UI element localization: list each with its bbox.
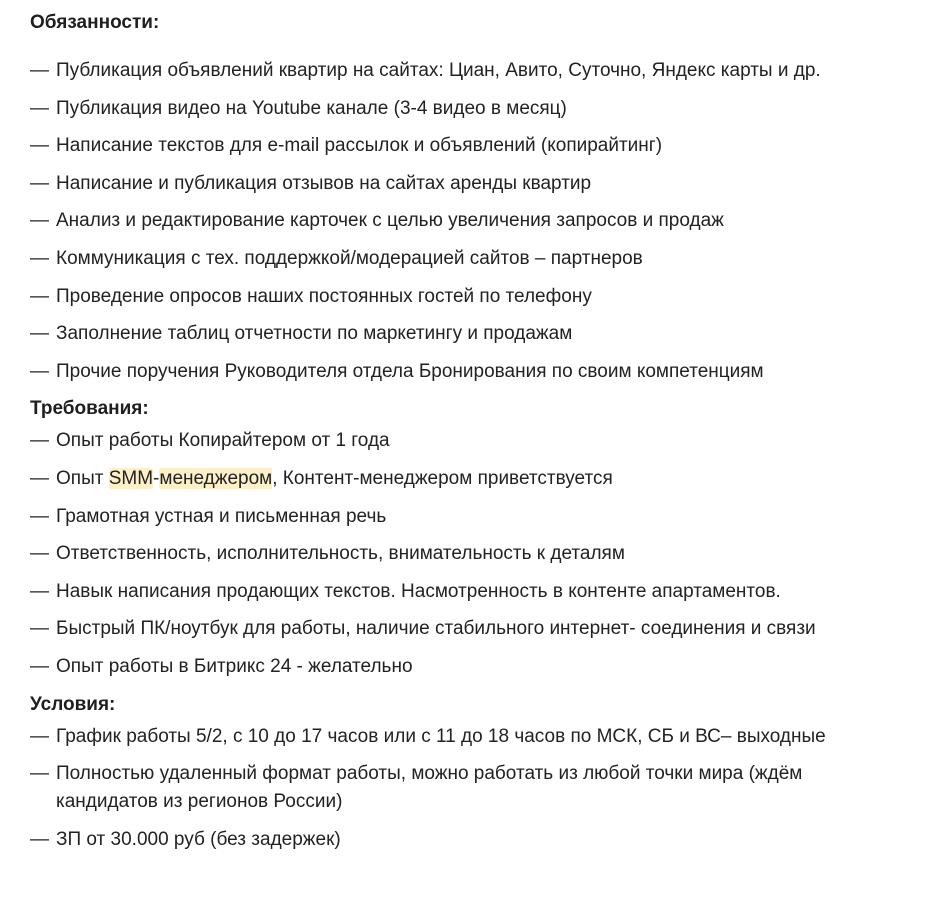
list-item-text: Опыт работы Копирайтером от 1 года — [56, 430, 390, 452]
list-item-text: Написание текстов для e-mail рассылок и объявлений (копирайтинг) — [56, 135, 663, 157]
list-item: — Опыт работы Копирайтером от 1 года — [30, 430, 390, 452]
list-item-text: Грамотная устная и письменная речь — [56, 505, 387, 527]
list-item-text: Коммуникация с тех. поддержкой/модерацией сайтов – партнеров — [56, 247, 643, 269]
list-item-text: График работы 5/2, с 10 до 17 часов или с 11 до 18 часов по МСК, СБ и ВС– выходные — [56, 725, 826, 747]
list-item: — Написание и публикация отзывов на сайтах аренды квартир — [30, 172, 592, 194]
list-item: — Анализ и редактирование карточек с целью увеличения запросов и продаж — [30, 210, 724, 232]
highlight-smm: SMM — [108, 467, 154, 489]
duties-section — [30, 9, 937, 386]
list-item-text: Быстрый ПК/ноутбук для работы, наличие стабильного интернет- соединения и связи — [56, 618, 816, 640]
list-item: — Грамотная устная и письменная речь — [30, 505, 387, 527]
list-item: — Быстрый ПК/ноутбук для работы, наличие стабильного интернет- соединения и связи — [30, 618, 816, 640]
list-item: — График работы 5/2, с 10 до 17 часов или с 11 до 18 часов по МСК, СБ и ВС– выходные — [30, 725, 826, 747]
list-item-text: Прочие поручения Руководителя отдела Бронирования по своим компетенциям — [56, 360, 764, 382]
requirements-heading: Требования: — [30, 398, 149, 420]
list-item-text: Проведение опросов наших постоянных гостей по телефону — [56, 285, 592, 307]
list-item-text: Публикация видео на Youtube канале (3-4 видео в месяц) — [56, 97, 567, 119]
list-item: — Ответственность, исполнительность, внимательность к деталям — [30, 543, 625, 565]
list-item: — Навык написания продающих текстов. Насмотренность в контенте апартаментов. — [30, 580, 781, 602]
conditions-list — [30, 723, 937, 854]
duties-heading: Обязанности: — [30, 12, 160, 33]
list-item-text: Написание и публикация отзывов на сайтах аренды квартир — [56, 172, 592, 194]
list-item-text: Навык написания продающих текстов. Насмотренность в контенте апартаментов. — [56, 580, 781, 602]
list-item-text: Опыт SMM-менеджером, Контент-менеджером приветствуется — [56, 467, 613, 489]
conditions-heading: Условия: — [30, 693, 116, 715]
list-item: — Полностью удаленный формат работы, можно работать из любой точки мира (ждём кандидатов из регионов России) — [30, 763, 803, 813]
list-item-text: Опыт работы в Битрикс 24 - желательно — [56, 655, 413, 677]
list-item: — Заполнение таблиц отчетности по маркетингу и продажам — [30, 323, 573, 345]
list-item: — Коммуникация с тех. поддержкой/модерацией сайтов – партнеров — [30, 247, 643, 269]
requirements-section — [30, 395, 937, 681]
conditions-section — [30, 691, 937, 854]
highlight-manager: менеджером — [159, 467, 273, 489]
list-item-text: Анализ и редактирование карточек с целью увеличения запросов и продаж — [56, 210, 724, 232]
list-item: — Прочие поручения Руководителя отдела Бронирования по своим компетенциям — [30, 360, 764, 382]
list-item-text: Полностью удаленный формат работы, можно работать из любой точки мира (ждём кандидатов из регионов России) — [56, 763, 803, 813]
list-item: — Написание текстов для e-mail рассылок и объявлений (копирайтинг) — [30, 135, 663, 157]
list-item: — Опыт SMM-менеджером, Контент-менеджером приветствуется — [30, 467, 613, 489]
list-item-text: Заполнение таблиц отчетности по маркетингу и продажам — [56, 323, 573, 345]
list-item: — Публикация видео на Youtube канале (3-4 видео в месяц) — [30, 97, 567, 119]
list-item: — Публикация объявлений квартир на сайтах: Циан, Авито, Суточно, Яндекс карты и др. — [30, 60, 821, 81]
list-item-text: Ответственность, исполнительность, внимательность к деталям — [56, 543, 625, 565]
list-item-text: ЗП от 30.000 руб (без задержек) — [56, 828, 341, 850]
list-item: — ЗП от 30.000 руб (без задержек) — [30, 828, 341, 850]
list-item: — Проведение опросов наших постоянных гостей по телефону — [30, 285, 592, 307]
list-item-text: Публикация объявлений квартир на сайтах: Циан, Авито, Суточно, Яндекс карты и др. — [56, 60, 821, 81]
duties-list — [30, 57, 937, 386]
list-item: — Опыт работы в Битрикс 24 - желательно — [30, 655, 413, 677]
requirements-list — [30, 427, 937, 681]
